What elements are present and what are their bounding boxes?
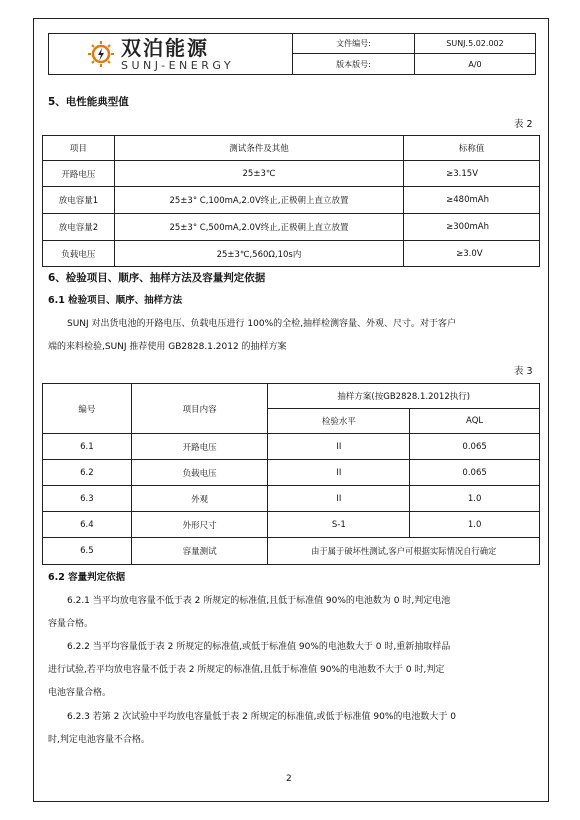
- para-6-1-line1: SUNJ 对出货电池的开路电压、负载电压进行 100%的全检,抽样检测容量、外观、尺寸。对于客户: [67, 319, 457, 329]
- page-number: 2: [286, 774, 292, 784]
- table-cell: 放电容量2: [43, 214, 115, 241]
- table-row: [43, 161, 540, 187]
- table-cell: ≥480mAh: [404, 187, 540, 214]
- table-cell: 25±3° C,500mA,2.0V终止,正极朝上直立放置: [114, 214, 403, 241]
- table-cell: 外观: [131, 486, 268, 512]
- table-cell: 0.065: [410, 460, 540, 486]
- para-6-2-3-line1: 6.2.3 若第 2 次试验中平均放电容量低于表 2 所规定的标准值,或低于标准值 90%的电池数大于 0: [67, 712, 456, 722]
- table-row: [43, 384, 540, 409]
- table-header: 检验水平: [268, 409, 410, 434]
- table-cell: ≥300mAh: [404, 214, 540, 241]
- table-cell: 容量测试: [131, 538, 268, 565]
- section-6-1-title: 6.1 检验项目、顺序、抽样方法: [48, 295, 183, 306]
- para-6-2-2-line2: 进行试验,若平均放电容量不低于表 2 所规定的标准值,且低于标准值 90%的电池数不大于 0 时,判定: [48, 665, 445, 675]
- version-value: A/0: [468, 59, 482, 69]
- para-6-2-2-line3: 电池容量合格。: [48, 688, 112, 698]
- table-3: [42, 383, 540, 565]
- table-cell: 25±3℃,560Ω,10s内: [114, 241, 403, 267]
- table-cell: 开路电压: [43, 161, 115, 187]
- table-cell: S-1: [268, 512, 410, 538]
- table-cell: II: [268, 434, 410, 460]
- table-header: AQL: [410, 409, 540, 434]
- table-header: 编号: [43, 384, 132, 434]
- table-cell: 6.5: [43, 538, 132, 565]
- doc-no-label: 文件编号:: [293, 34, 415, 54]
- table-row: [43, 486, 540, 512]
- brand-name-cn: 双泊能源: [121, 35, 209, 60]
- table-cell: 6.1: [43, 434, 132, 460]
- table-cell: ≥3.15V: [404, 161, 540, 187]
- table-3-label: 表 3: [514, 366, 533, 377]
- section-6-2-title: 6.2 容量判定依据: [48, 572, 126, 583]
- table-cell: 开路电压: [131, 434, 268, 460]
- table-header: 抽样方案(按GB2828.1.2012执行): [268, 384, 540, 409]
- table-row: [43, 512, 540, 538]
- para-6-1-line2: 端的来料检验,SUNJ 推荐使用 GB2828.1.2012 的抽样方案: [48, 342, 287, 352]
- table-2-label: 表 2: [514, 119, 533, 130]
- table-2: [42, 135, 540, 267]
- table-cell: II: [268, 486, 410, 512]
- table-header: 标称值: [404, 136, 540, 161]
- table-header: 项目内容: [131, 384, 268, 434]
- table-cell: 由于属于破坏性测试,客户可根据实际情况自行确定: [268, 538, 540, 565]
- table-cell: 放电容量1: [43, 187, 115, 214]
- logo-sun-icon: [87, 40, 115, 68]
- table-cell: 负载电压: [43, 241, 115, 267]
- table-cell: 25±3℃: [114, 161, 403, 187]
- para-6-2-1-line1: 6.2.1 当平均放电容量不低于表 2 所规定的标准值,且低于标准值 90%的电池数为 0 时,判定电池: [67, 596, 451, 606]
- company-logo: [49, 34, 293, 74]
- table-cell: 1.0: [410, 512, 540, 538]
- para-6-2-2-line1: 6.2.2 当平均容量低于表 2 所规定的标准值,或低于标准值 90%的电池数大于 0 时,重新抽取样品: [67, 642, 451, 652]
- table-cell: ≥3.0V: [404, 241, 540, 267]
- para-6-2-1-line2: 容量合格。: [48, 619, 94, 629]
- table-row: [43, 434, 540, 460]
- brand-name-en: SUNJ-ENERGY: [121, 58, 235, 72]
- table-cell: 6.2: [43, 460, 132, 486]
- section-6-title: 6、检验项目、顺序、抽样方法及容量判定依据: [48, 272, 266, 284]
- table-row: [43, 460, 540, 486]
- table-row: [43, 538, 540, 565]
- table-cell: 0.065: [410, 434, 540, 460]
- table-header: 项目: [43, 136, 115, 161]
- doc-no-value: SUNJ.5.02.002: [415, 34, 535, 54]
- para-6-2-3-line2: 时,判定电池容量不合格。: [48, 735, 150, 745]
- table-cell: II: [268, 460, 410, 486]
- table-row: [43, 241, 540, 267]
- table-row: [43, 187, 540, 214]
- table-cell: 25±3° C,100mA,2.0V终止,正极朝上直立放置: [114, 187, 403, 214]
- table-header: 测试条件及其他: [114, 136, 403, 161]
- table-row: [43, 136, 540, 161]
- version-label: 版本版号:: [293, 54, 415, 74]
- table-cell: 6.3: [43, 486, 132, 512]
- header-meta-grid: [293, 34, 535, 74]
- table-cell: 6.4: [43, 512, 132, 538]
- table-cell: 1.0: [410, 486, 540, 512]
- table-cell: 外形尺寸: [131, 512, 268, 538]
- table-cell: 负载电压: [131, 460, 268, 486]
- section-5-title: 5、电性能典型值: [48, 96, 129, 108]
- document-header: [48, 33, 536, 75]
- table-row: [43, 214, 540, 241]
